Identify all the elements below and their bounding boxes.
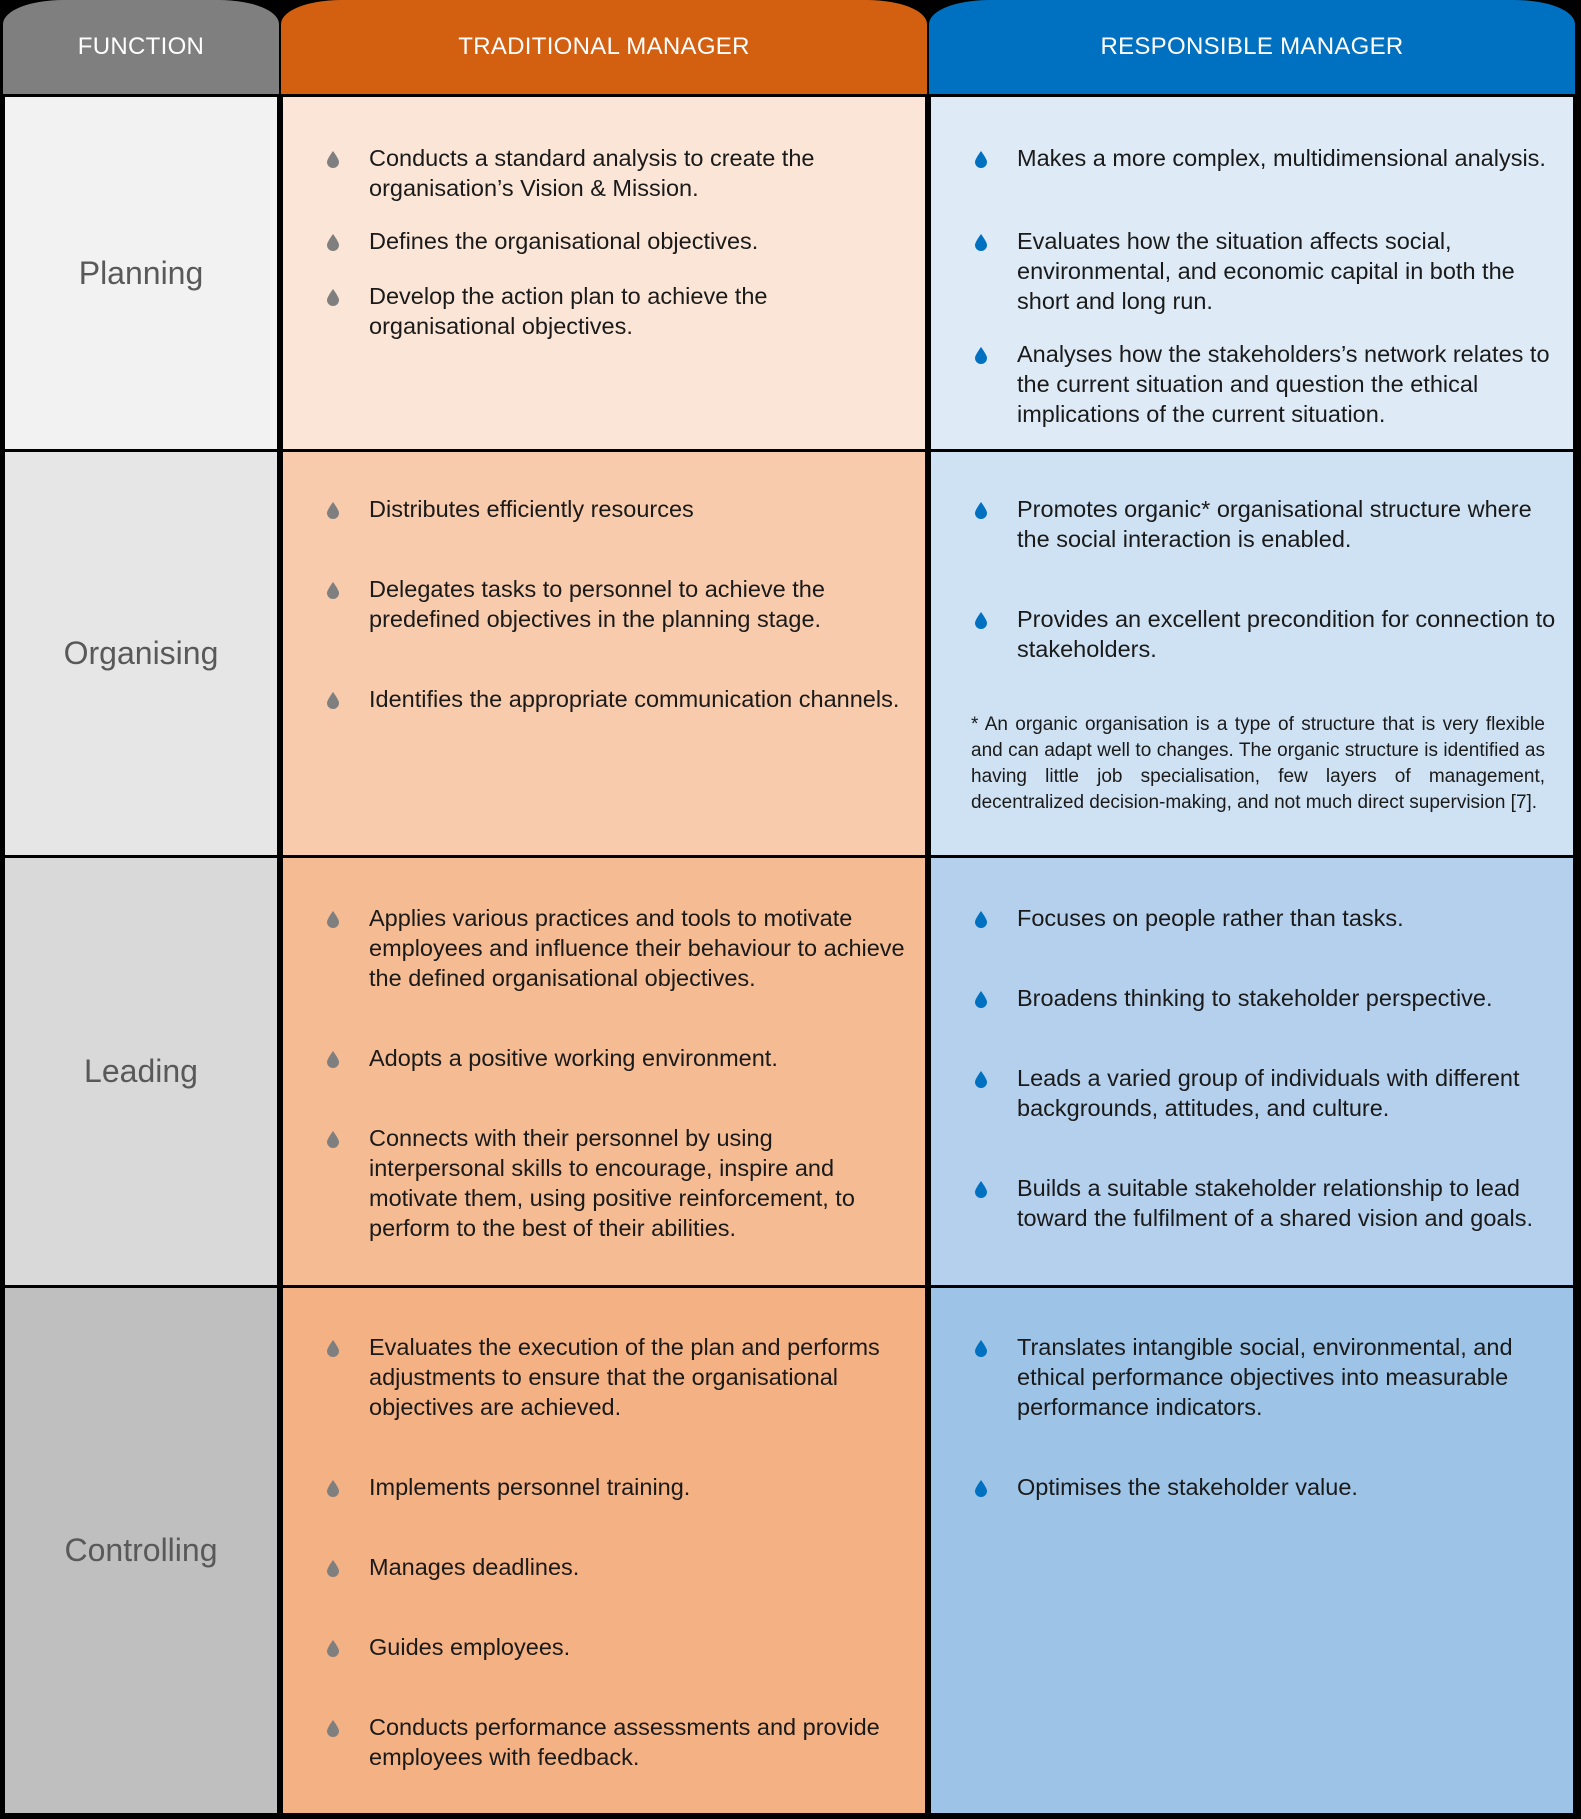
- traditional-organising-cell: [283, 452, 925, 855]
- list-item: Promotes organic* organisational structure where the social interaction is enabled.: [975, 494, 1561, 554]
- list-item: Manages deadlines.: [327, 1552, 913, 1582]
- header-function: FUNCTION: [3, 0, 279, 94]
- list-item: Connects with their personnel by using interpersonal skills to encourage, inspire and motivate them, using positive reinforcement, to perform to the best of their abilities.: [327, 1123, 913, 1243]
- drop-bullet-icon: [327, 1560, 339, 1577]
- drop-bullet-icon: [327, 1340, 339, 1357]
- list-item: Delegates tasks to personnel to achieve the predefined objectives in the planning stage.: [327, 574, 913, 634]
- traditional-controlling-cell: [283, 1288, 925, 1813]
- drop-bullet-icon: [327, 911, 339, 928]
- list-item: Identifies the appropriate communication channels.: [327, 684, 913, 714]
- drop-bullet-icon: [327, 1640, 339, 1657]
- drop-bullet-icon: [975, 612, 987, 629]
- drop-bullet-icon: [327, 1131, 339, 1148]
- drop-bullet-icon: [975, 502, 987, 519]
- function-controlling: Controlling: [5, 1288, 277, 1813]
- responsible-leading-cell: [931, 858, 1573, 1285]
- list-item: Optimises the stakeholder value.: [975, 1472, 1561, 1502]
- drop-bullet-icon: [327, 289, 339, 306]
- responsible-planning-cell: [931, 97, 1573, 449]
- drop-bullet-icon: [975, 151, 987, 168]
- organic-organisation-footnote: * An organic organisation is a type of structure that is very flexible and can adapt well to changes. The organic structure is identified as having little job specialisation, few layers of management, decentralized decision-making, and not much direct supervision [7].: [971, 714, 1545, 813]
- drop-bullet-icon: [975, 1071, 987, 1088]
- function-planning: Planning: [5, 97, 277, 449]
- drop-bullet-icon: [327, 582, 339, 599]
- list-item: Evaluates how the situation affects social, environmental, and economic capital in both the short and long run.: [975, 226, 1561, 316]
- responsible-controlling-cell: [931, 1288, 1573, 1813]
- list-item: Guides employees.: [327, 1632, 913, 1662]
- list-item: Makes a more complex, multidimensional analysis.: [975, 143, 1561, 173]
- drop-bullet-icon: [327, 502, 339, 519]
- list-item: Provides an excellent precondition for connection to stakeholders.: [975, 604, 1561, 664]
- function-organising: Organising: [5, 452, 277, 855]
- responsible-organising-cell: [931, 452, 1573, 855]
- list-item: Analyses how the stakeholders’s network relates to the current situation and question the ethical implications of the current situation.: [975, 339, 1561, 429]
- traditional-planning-cell: [283, 97, 925, 449]
- drop-bullet-icon: [975, 1340, 987, 1357]
- traditional-leading-cell: [283, 858, 925, 1285]
- drop-bullet-icon: [327, 1480, 339, 1497]
- list-item: Evaluates the execution of the plan and performs adjustments to ensure that the organisational objectives are achieved.: [327, 1332, 913, 1422]
- list-item: Conducts a standard analysis to create the organisation’s Vision & Mission.: [327, 143, 913, 203]
- drop-bullet-icon: [975, 911, 987, 928]
- list-item: Defines the organisational objectives.: [327, 226, 913, 256]
- list-item: Builds a suitable stakeholder relationship to lead toward the fulfilment of a shared vision and goals.: [975, 1173, 1561, 1233]
- drop-bullet-icon: [975, 347, 987, 364]
- list-item: Leads a varied group of individuals with different backgrounds, attitudes, and culture.: [975, 1063, 1561, 1123]
- list-item: Develop the action plan to achieve the organisational objectives.: [327, 281, 913, 341]
- list-item: Adopts a positive working environment.: [327, 1043, 913, 1073]
- drop-bullet-icon: [327, 234, 339, 251]
- drop-bullet-icon: [327, 151, 339, 168]
- list-item: Broadens thinking to stakeholder perspective.: [975, 983, 1561, 1013]
- drop-bullet-icon: [327, 1051, 339, 1068]
- drop-bullet-icon: [327, 692, 339, 709]
- header-traditional-manager: TRADITIONAL MANAGER: [281, 0, 927, 94]
- list-item: Distributes efficiently resources: [327, 494, 913, 524]
- drop-bullet-icon: [975, 991, 987, 1008]
- list-item: Conducts performance assessments and provide employees with feedback.: [327, 1712, 913, 1772]
- function-leading: Leading: [5, 858, 277, 1285]
- list-item: Applies various practices and tools to motivate employees and influence their behaviour to achieve the defined organisational objectives.: [327, 903, 913, 993]
- drop-bullet-icon: [327, 1720, 339, 1737]
- list-item: Translates intangible social, environmental, and ethical performance objectives into measurable performance indicators.: [975, 1332, 1561, 1422]
- drop-bullet-icon: [975, 234, 987, 251]
- drop-bullet-icon: [975, 1480, 987, 1497]
- header-responsible-manager: RESPONSIBLE MANAGER: [929, 0, 1575, 94]
- list-item: Focuses on people rather than tasks.: [975, 903, 1561, 933]
- list-item: Implements personnel training.: [327, 1472, 913, 1502]
- drop-bullet-icon: [975, 1181, 987, 1198]
